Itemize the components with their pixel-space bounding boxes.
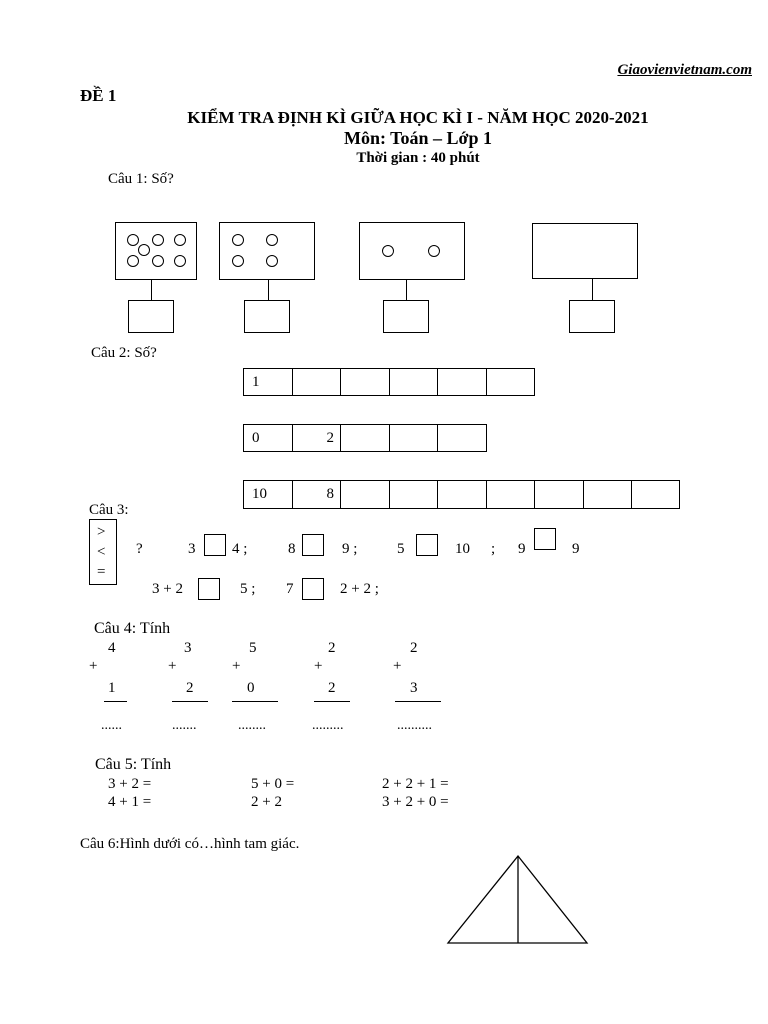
exam-title: KIỂM TRA ĐỊNH KÌ GIỮA HỌC KÌ I - NĂM HỌC 2020-2021 xyxy=(187,108,649,127)
website-link[interactable]: Giaovienvietnam.com xyxy=(617,62,752,78)
sequence-cell[interactable] xyxy=(390,481,438,508)
dot xyxy=(174,255,186,267)
addend-bottom: 0 xyxy=(247,680,255,696)
equals-sign: = xyxy=(97,564,106,580)
compare-left: 8 xyxy=(288,541,296,557)
dot xyxy=(127,255,139,267)
sum-line xyxy=(232,701,278,702)
question-mark: ? xyxy=(136,541,143,557)
sequence-cell: 1 xyxy=(244,369,293,395)
compare-left: 3 xyxy=(188,541,196,557)
dot-box-1 xyxy=(115,222,197,280)
connector xyxy=(406,280,407,300)
dot xyxy=(232,234,244,246)
dot xyxy=(266,255,278,267)
compare-left: 7 xyxy=(286,581,294,597)
sequence-cell[interactable] xyxy=(390,425,438,451)
expression: 2 + 2 + 1 = xyxy=(382,776,449,792)
plus-sign: + xyxy=(89,658,98,674)
plus-sign: + xyxy=(314,658,323,674)
time-line: Thời gian : 40 phút xyxy=(356,150,480,166)
compare-left: 9 xyxy=(518,541,526,557)
compare-right: 9 ; xyxy=(342,541,358,557)
addend-top: 2 xyxy=(410,640,418,656)
sequence-cell[interactable] xyxy=(341,425,390,451)
answer-dots[interactable]: ......... xyxy=(312,718,344,733)
answer-dots[interactable]: ....... xyxy=(172,718,197,733)
compare-left: 3 + 2 xyxy=(152,581,183,597)
sequence-cell: 8 xyxy=(293,481,341,508)
q2-label: Câu 2: Số? xyxy=(91,345,157,361)
comparison-signs-box xyxy=(89,519,117,585)
sequence-cell[interactable] xyxy=(341,369,390,395)
answer-box-1[interactable] xyxy=(128,300,174,333)
dot xyxy=(232,255,244,267)
subject-line: Môn: Toán – Lớp 1 xyxy=(343,128,493,148)
separator: ; xyxy=(491,541,496,557)
addend-top: 2 xyxy=(328,640,336,656)
expression: 4 + 1 = xyxy=(108,794,152,810)
answer-dots[interactable]: .......... xyxy=(397,718,432,733)
addend-bottom: 2 xyxy=(328,680,336,696)
dot xyxy=(428,245,440,257)
q5-label: Câu 5: Tính xyxy=(95,756,172,773)
dot-box-4 xyxy=(532,223,638,279)
connector xyxy=(268,280,269,300)
q4-label: Câu 4: Tính xyxy=(94,620,171,637)
connector xyxy=(151,280,152,300)
plus-sign: + xyxy=(232,658,241,674)
sequence-cell[interactable] xyxy=(341,481,390,508)
sequence-cell: 2 xyxy=(293,425,341,451)
dot xyxy=(382,245,394,257)
dot xyxy=(174,234,186,246)
sequence-cell[interactable] xyxy=(293,369,341,395)
addend-top: 4 xyxy=(108,640,116,656)
plus-sign: + xyxy=(393,658,402,674)
answer-dots[interactable]: ...... xyxy=(101,718,122,733)
dot xyxy=(138,244,150,256)
sequence-cell[interactable] xyxy=(487,369,533,395)
compare-answer-box[interactable] xyxy=(302,578,324,600)
q1-label: Câu 1: Số? xyxy=(108,171,174,187)
sequence-cell[interactable] xyxy=(438,369,487,395)
sequence-cell[interactable] xyxy=(632,481,678,508)
compare-right: 2 + 2 ; xyxy=(340,581,379,597)
addend-top: 3 xyxy=(184,640,192,656)
sum-line xyxy=(314,701,350,702)
compare-answer-box[interactable] xyxy=(204,534,226,556)
sequence-cell[interactable] xyxy=(390,369,438,395)
expression: 2 + 2 xyxy=(251,794,282,810)
dot xyxy=(152,255,164,267)
compare-right: 4 ; xyxy=(232,541,248,557)
compare-right: 5 ; xyxy=(240,581,256,597)
q6-label: Câu 6:Hình dưới có…hình tam giác. xyxy=(80,836,300,852)
compare-answer-box[interactable] xyxy=(534,528,556,550)
dot-box-2 xyxy=(219,222,315,280)
connector xyxy=(592,279,593,300)
sequence-cell: 0 xyxy=(244,425,293,451)
addend-bottom: 1 xyxy=(108,680,116,696)
answer-box-3[interactable] xyxy=(383,300,429,333)
exam-code: ĐỀ 1 xyxy=(80,86,117,105)
sequence-cell[interactable] xyxy=(438,481,487,508)
less-than-sign: < xyxy=(97,544,106,560)
addend-bottom: 3 xyxy=(410,680,418,696)
sequence-cell[interactable] xyxy=(535,481,584,508)
dot-box-3 xyxy=(359,222,465,280)
sum-line xyxy=(395,701,441,702)
q3-label: Câu 3: xyxy=(89,502,129,518)
sequence-cell[interactable] xyxy=(438,425,485,451)
sequence-row-3 xyxy=(243,480,680,509)
sequence-cell: 10 xyxy=(244,481,293,508)
answer-box-4[interactable] xyxy=(569,300,615,333)
sequence-row-1 xyxy=(243,368,535,396)
addend-top: 5 xyxy=(249,640,257,656)
sequence-cell[interactable] xyxy=(487,481,535,508)
greater-than-sign: > xyxy=(97,524,106,540)
expression: 3 + 2 = xyxy=(108,776,152,792)
dot xyxy=(266,234,278,246)
compare-right: 10 xyxy=(455,541,470,557)
answer-dots[interactable]: ........ xyxy=(238,718,266,733)
compare-answer-box[interactable] xyxy=(198,578,220,600)
addend-bottom: 2 xyxy=(186,680,194,696)
sum-line xyxy=(104,701,127,702)
compare-right: 9 xyxy=(572,541,580,557)
expression: 3 + 2 + 0 = xyxy=(382,794,449,810)
answer-box-2[interactable] xyxy=(244,300,290,333)
dot xyxy=(152,234,164,246)
plus-sign: + xyxy=(168,658,177,674)
sequence-row-2 xyxy=(243,424,487,452)
sequence-cell[interactable] xyxy=(584,481,632,508)
triangle-figure xyxy=(440,850,600,950)
expression: 5 + 0 = xyxy=(251,776,295,792)
compare-answer-box[interactable] xyxy=(302,534,324,556)
sum-line xyxy=(172,701,208,702)
dot xyxy=(127,234,139,246)
compare-left: 5 xyxy=(397,541,405,557)
compare-answer-box[interactable] xyxy=(416,534,438,556)
